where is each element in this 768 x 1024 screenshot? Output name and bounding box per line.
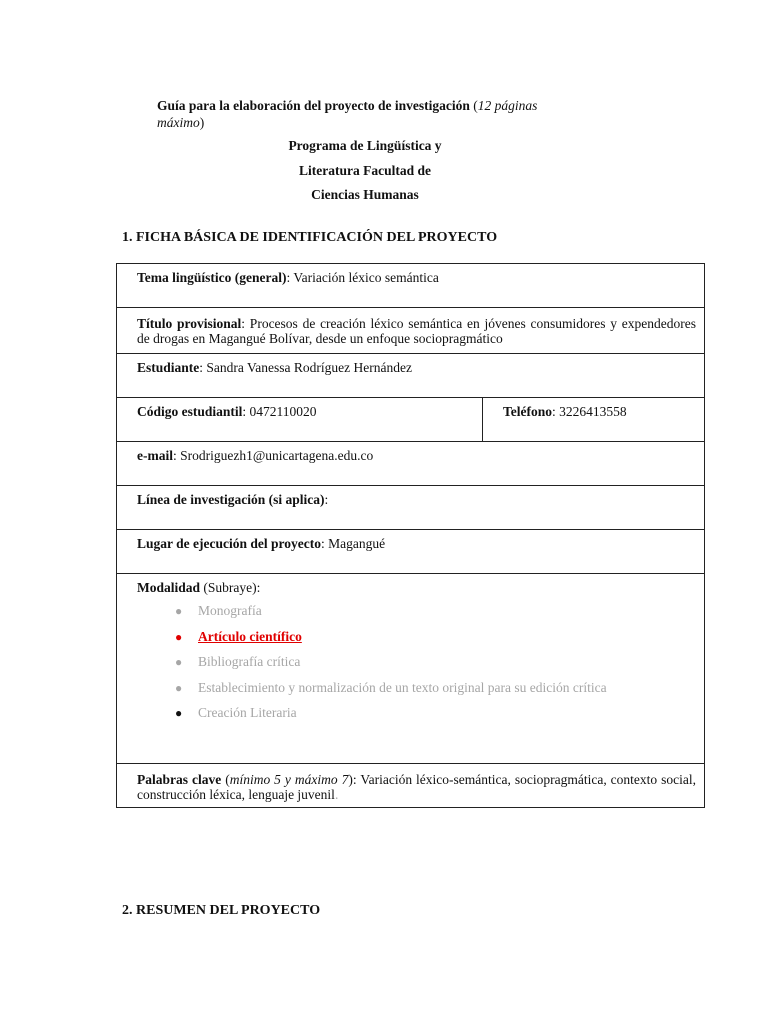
linea-value: : — [324, 492, 329, 507]
modalidad-value: (Subraye): — [200, 580, 261, 595]
lugar-label: Lugar de ejecución del proyecto — [137, 536, 321, 551]
bullet-icon: ● — [175, 604, 183, 618]
telefono-value: : 3226413558 — [552, 404, 627, 419]
modalidad-option-establecimiento[interactable] — [175, 679, 697, 706]
row-titulo — [117, 308, 705, 354]
cell-codigo — [117, 398, 483, 442]
cell-email — [117, 442, 705, 486]
section-2-title: 2. RESUMEN DEL PROYECTO — [122, 903, 321, 918]
cell-titulo — [117, 308, 705, 354]
palabras-italic: mínimo 5 y máximo 7 — [229, 772, 349, 787]
cell-lugar — [117, 530, 705, 574]
guide-paren-open: ( — [469, 98, 478, 113]
row-email — [117, 442, 705, 486]
estudiante-value: : Sandra Vanessa Rodríguez Hernández — [199, 360, 412, 375]
modalidad-label: Modalidad — [137, 580, 201, 595]
modalidad-option-articulo[interactable] — [175, 628, 697, 655]
row-tema — [117, 264, 705, 308]
titulo-label: Título provisional — [137, 316, 242, 331]
email-value: : Srodriguezh1@unicartagena.edu.co — [173, 448, 374, 463]
codigo-label: Código estudiantil — [137, 404, 243, 419]
row-modalidad — [117, 574, 705, 764]
cell-palabras — [117, 764, 705, 808]
bullet-icon: ● — [175, 655, 183, 669]
modalidad-option-monografia[interactable] — [175, 603, 697, 629]
cell-linea — [117, 486, 705, 530]
tema-label: Tema lingüístico (general) — [137, 270, 287, 285]
palabras-value: ): Variación léxico-semántica, sociopragmática, contexto social, construcción léxica, lenguaje juvenil — [137, 772, 697, 802]
program-line-3: Ciencias Humanas — [311, 187, 419, 202]
palabras-label: Palabras clave — [137, 772, 222, 787]
modalidad-option-creacion[interactable] — [175, 705, 697, 731]
guide-title-bold: Guía para la elaboración del proyecto de investigación — [157, 98, 470, 113]
row-lugar — [117, 530, 705, 574]
palabras-paren-open: ( — [221, 772, 230, 787]
tema-value: : Variación léxico semántica — [286, 270, 439, 285]
guide-title-italic: 12 páginas máximo — [157, 98, 538, 130]
bullet-icon: ● — [175, 680, 183, 695]
cell-estudiante — [117, 354, 705, 398]
guide-paren-close: ) — [199, 115, 205, 130]
row-linea — [117, 486, 705, 530]
program-line-2: Literatura Facultad de — [299, 163, 431, 178]
modalidad-option-label: Bibliografía crítica — [198, 654, 301, 669]
cell-telefono — [483, 398, 705, 442]
guide-title — [157, 97, 577, 131]
cell-tema — [117, 264, 705, 308]
modalidad-option-bibliografia[interactable] — [175, 654, 697, 680]
cell-modalidad — [117, 574, 705, 764]
palabras-end: . — [334, 787, 339, 802]
codigo-value: : 0472110020 — [242, 404, 317, 419]
linea-label: Línea de investigación (si aplica) — [137, 492, 325, 507]
email-label: e-mail — [137, 448, 173, 463]
row-estudiante — [117, 354, 705, 398]
section-1-title: 1. FICHA BÁSICA DE IDENTIFICACIÓN DEL PROYECTO — [122, 230, 498, 245]
modalidad-option-label: Establecimiento y normalización de un texto original para su edición crítica — [198, 679, 607, 695]
estudiante-label: Estudiante — [137, 360, 200, 375]
program-line-1: Programa de Lingüística y — [288, 138, 442, 153]
telefono-label: Teléfono — [503, 404, 553, 419]
modalidad-option-label: Monografía — [198, 603, 262, 618]
ficha-table — [116, 263, 705, 808]
modalidad-option-label: Artículo científico — [198, 628, 302, 644]
modalidad-list — [137, 603, 697, 731]
modalidad-option-label: Creación Literaria — [198, 705, 297, 720]
titulo-value: : Procesos de creación léxico semántica en jóvenes consumidores y expendedores de drogas en Magangué Bolívar, desde un enfoque sociopragmático — [137, 316, 697, 346]
bullet-icon: ● — [175, 706, 183, 720]
row-palabras — [117, 764, 705, 808]
row-codigo — [117, 398, 705, 442]
bullet-icon: ● — [175, 629, 183, 644]
lugar-value: : Magangué — [320, 536, 386, 551]
